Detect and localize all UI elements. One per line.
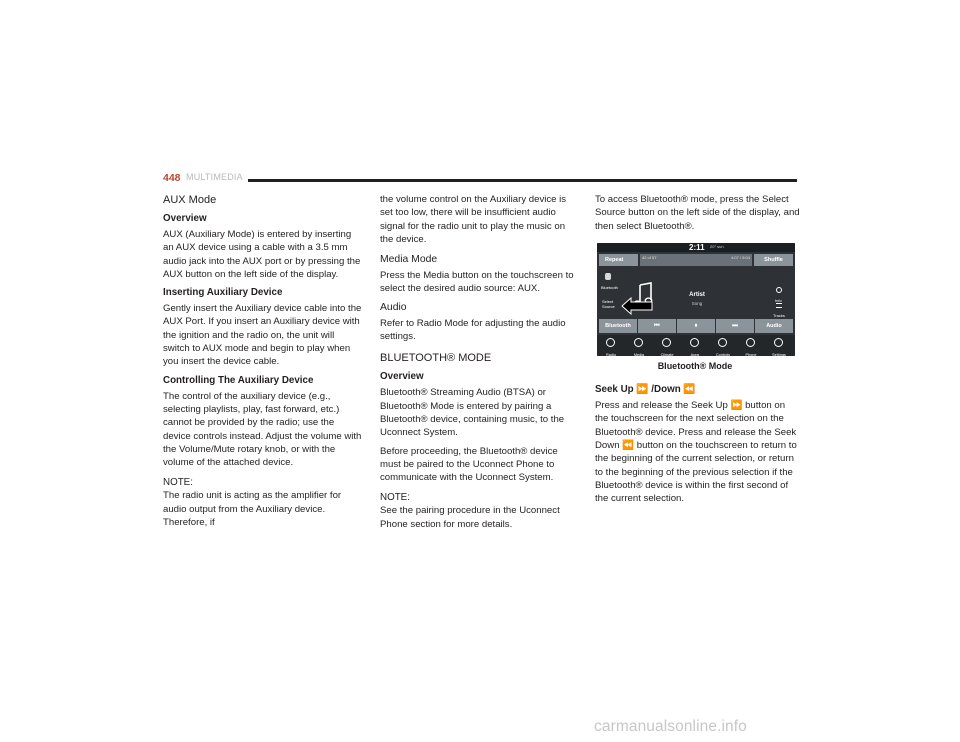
continued-text: the volume control on the Auxiliary device is set too low, there will be insufficient audio signal for the radio unit to play the music on the device. [380,194,567,245]
inserting-text: Gently insert the Auxiliary device cable into the AUX Port. If you insert an Auxiliary device with the ignition and the radio on, the unit will switch to AUX mode and begin to play when you insert the device cable. [163,303,362,368]
seek-text: Press and release the Seek Up ⏩ button on the touchscreen for the next selection on the Bluetooth® device. Press and release the Seek Down ⏪ button on the touchscreen to return to the beginning of the current selection, or return to the beginning of the previous selection if the Bluetooth® device is within the first second of the current selection. [595,400,797,505]
audio-text: Refer to Radio Mode for adjusting the audio settings. [380,317,566,343]
settings-icon [774,338,783,347]
control-row [599,319,793,333]
climate-icon [662,338,671,347]
tracks-label: Tracks [773,312,785,318]
bt-overview-heading: Overview [380,371,424,383]
nav-apps [681,335,709,356]
apps-icon [690,338,699,347]
note-text: See the pairing procedure in the Uconnect Phone section for more details. [380,505,560,530]
bt-overview-text: Bluetooth® Streaming Audio (BTSA) or Bluetooth® Mode is entered by pairing a Bluetooth® device, containing music, to the Uconnect System. [380,387,565,439]
select-source-label: Select Source [602,298,615,309]
bottom-nav [597,335,795,356]
nav-phone [737,335,765,356]
info-label: Info [775,297,782,303]
radio-icon [606,338,615,347]
info-icon [776,287,782,293]
nav-climate [653,335,681,356]
artist-label: Artist [689,291,705,298]
page-number: 448 [163,172,181,184]
overview-heading: Overview [163,213,207,224]
pointer-arrow-icon [621,297,653,315]
seek-down-icon: ⏮ [638,319,676,333]
bluetooth-screen-illustration [597,243,795,356]
nav-controls [709,335,737,356]
controlling-heading: Controlling The Auxiliary Device [163,374,314,386]
seek-up-icon: ⏭ [716,319,754,333]
shuffle-button: Shuffle [754,254,793,266]
audio-heading: Audio [380,301,407,313]
controlling-text: The control of the auxiliary device (e.g., selecting playlists, play, fast forward, etc.) cannot be provided by the radio; use the device controls instead. Adjust the volume with the Volume/Mute rotary knob, or with the volume of the attached device. [163,390,362,469]
nav-label: Settings [772,352,786,356]
side-bluetooth-label: Bluetooth [601,284,618,290]
nav-label: Media [633,352,645,356]
progress-bar [640,254,752,266]
nav-label: Controls [715,352,731,356]
media-mode-text: Press the Media button on the touchscreen to select the desired audio source: AUX. [380,270,574,295]
nav-label: Climate [660,352,674,356]
bluetooth-mode-title: BLUETOOTH® MODE [380,352,492,365]
bluetooth-source-button: Bluetooth [599,319,637,333]
track-time: 4:07 / 5:04 [731,254,750,260]
page-header [163,172,797,186]
temperature: 20° sun [710,243,724,249]
column-2 [380,193,580,531]
column-1 [163,193,363,529]
song-label: Song [691,300,703,306]
note-text: The radio unit is acting as the amplifier for audio output from the Auxiliary device. Therefore, if [163,490,342,529]
media-mode-heading: Media Mode [380,254,438,266]
audio-button: Audio [755,319,793,333]
nav-radio [597,335,625,356]
note-label: NOTE: [163,477,193,489]
repeat-button: Repeat [599,254,638,266]
pause-icon: ⏸ [677,319,715,333]
bluetooth-icon [605,273,611,280]
section-name: MULTIMEDIA [186,172,243,182]
inserting-heading: Inserting Auxiliary Device [163,287,283,299]
clock: 2:11 [689,242,705,252]
access-text: To access Bluetooth® mode, press the Select Source button on the left side of the display, and then select Bluetooth®. [595,194,800,232]
figure-caption: Bluetooth® Mode [657,360,733,371]
before-proceeding-text: Before proceeding, the Bluetooth® device must be paired to the Uconnect Phone to communicate with the Uconnect System. [380,445,558,484]
tracks-icon [776,303,782,308]
nav-label: Radio [606,352,616,356]
controls-icon [718,338,727,347]
watermark: carmanualsonline.info [594,718,747,735]
media-icon [634,338,643,347]
note-label: NOTE: [380,492,410,504]
nav-settings [765,335,793,356]
overview-text: AUX (Auxiliary Mode) is entered by inserting an AUX device using a cable with a 3.5 mm audio jack into the AUX port or by pressing the AUX button on the left side of the display. [163,229,361,280]
nav-label: Apps [690,352,700,356]
track-count: 42 of 57 [642,254,657,260]
seek-heading: Seek Up ⏩ /Down ⏪ [595,384,696,396]
header-rule [248,179,797,182]
phone-icon [746,338,755,347]
nav-media [625,335,653,356]
aux-mode-title: AUX Mode [163,194,217,206]
column-3 [595,193,800,511]
nav-label: Phone [745,352,757,356]
